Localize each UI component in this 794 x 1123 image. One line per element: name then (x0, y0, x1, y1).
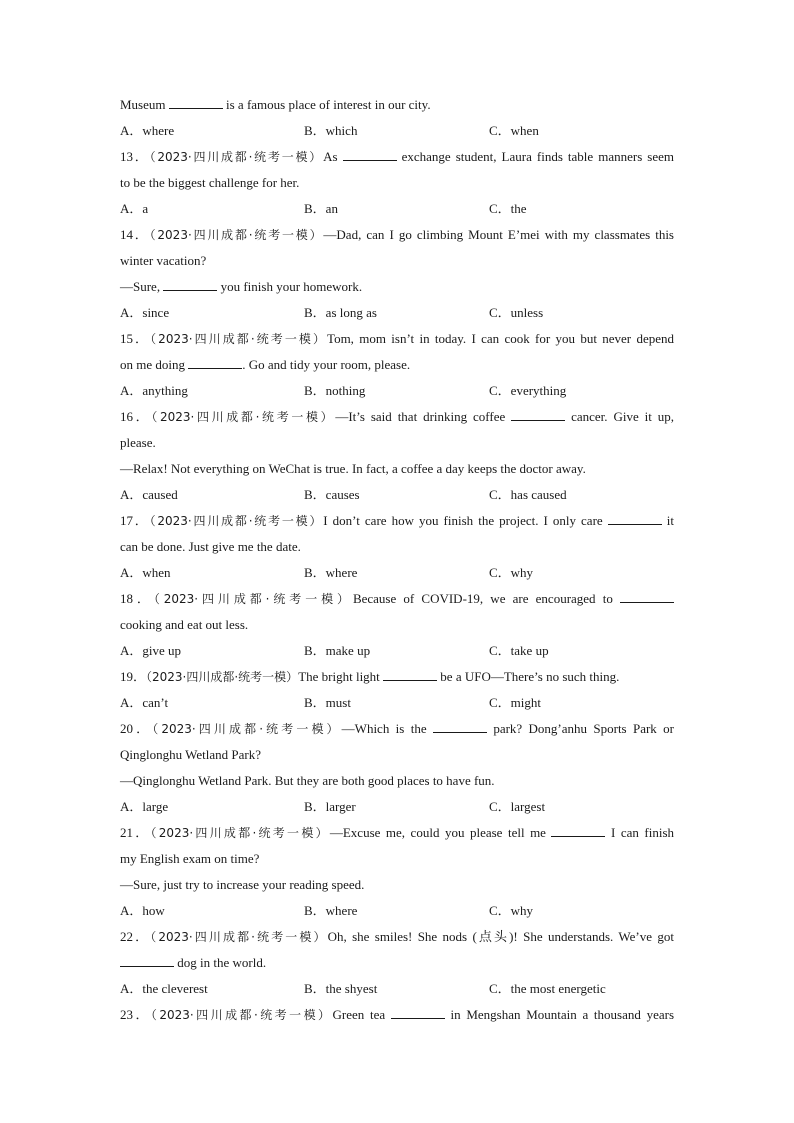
option-c: C．largest (489, 799, 546, 814)
option-c: C．might (489, 695, 542, 710)
question-22-line-1: 22．（2023·四川成都·统考一模）Oh, she smiles! She nods (点头)! She understands. We’ve got (120, 929, 674, 944)
question-list (120, 92, 674, 1028)
option-a: A．when (120, 565, 171, 580)
option-a: A．where (120, 123, 175, 138)
option-c: C．why (489, 903, 534, 918)
question-14-options (120, 300, 674, 326)
answer-blank (620, 590, 674, 603)
option-b: B．larger (304, 799, 356, 814)
option-c: C．has caused (489, 487, 567, 502)
option-b: B．as long as (304, 305, 377, 320)
option-a: A．give up (120, 643, 182, 658)
option-b: B．causes (304, 487, 360, 502)
question-20-options (120, 794, 674, 820)
option-a: A．can’t (120, 695, 169, 710)
question-12-options (120, 118, 674, 144)
question-13-options (120, 196, 674, 222)
question-13-line-1: 13．（2023·四川成都·统考一模）As exchange student, Laura finds table manners seem (120, 149, 674, 164)
question-number: 20． (120, 721, 153, 736)
option-a: A．caused (120, 487, 178, 502)
question-number: 14． (120, 227, 150, 242)
question-source: （2023·四川成都·统考一模） (150, 826, 330, 840)
option-b: B．nothing (304, 383, 366, 398)
option-b: B．where (304, 565, 358, 580)
question-20-line-2: Qinglonghu Wetland Park? (120, 747, 261, 762)
question-source: （2023·四川成都·统考一模） (150, 332, 328, 346)
option-c: C．when (489, 123, 539, 138)
option-a: A．how (120, 903, 165, 918)
question-source: （2023·四川成都·统考一模） (149, 228, 324, 242)
question-23-line-1: 23．（2023·四川成都·统考一模）Green tea in Mengshan Mountain a thousand years (120, 1007, 674, 1022)
question-21-line-2: my English exam on time? (120, 851, 260, 866)
question-number: 15． (120, 331, 151, 346)
question-16-line-2: please. (120, 435, 156, 450)
question-18-line-1: 18．（2023·四川成都·统考一模）Because of COVID-19, we are encouraged to (120, 586, 674, 612)
answer-blank (343, 148, 397, 161)
question-21-options (120, 898, 674, 924)
question-14-line-2: winter vacation? (120, 253, 207, 268)
question-source: （2023·四川成都·统考一模） (149, 150, 324, 164)
question-15-line-2: on me doing . Go and tidy your room, please. (120, 357, 411, 372)
question-source: （2023·四川成都·统考一模） (150, 930, 328, 944)
question-21-line-1: 21．（2023·四川成都·统考一模）—Excuse me, could you please tell me I can finish (120, 825, 675, 840)
answer-blank (188, 356, 242, 369)
option-b: B．must (304, 695, 351, 710)
question-source: （2023·四川成都·统考一模） (152, 722, 342, 736)
question-source: （2023·四川成都·统考一模） (150, 1008, 333, 1022)
answer-blank (433, 720, 487, 733)
answer-blank (163, 278, 217, 291)
option-c: C．everything (489, 383, 567, 398)
question-17-line-1: 17．（2023·四川成都·统考一模）I don’t care how you finish the project. I only care it (120, 513, 675, 528)
question-20-line-3: —Qinglonghu Wetland Park. But they are both good places to have fun. (120, 773, 495, 788)
question-16-options (120, 482, 674, 508)
answer-blank (551, 824, 605, 837)
answer-blank (391, 1006, 445, 1019)
option-b: B．make up (304, 643, 371, 658)
question-number: 19． (120, 669, 147, 684)
question-17-options (120, 560, 674, 586)
option-c: C．the most energetic (489, 981, 606, 996)
question-number: 21． (120, 825, 151, 840)
question-16-line-1: 16．（2023·四川成都·统考一模）—It’s said that drinking coffee cancer. Give it up, (120, 409, 674, 424)
option-a: A．the cleverest (120, 981, 208, 996)
question-18-options (120, 638, 674, 664)
question-16-line-3: —Relax! Not everything on WeChat is true. In fact, a coffee a day keeps the doctor away. (120, 461, 586, 476)
option-a: A．since (120, 305, 170, 320)
question-19-line-1: 19．（2023·四川成都·统考一模）The bright light be a UFO—There’s no such thing. (120, 669, 620, 684)
question-20-line-1: 20．（2023·四川成都·统考一模）—Which is the park? Dong’anhu Sports Park or (120, 721, 674, 736)
option-b: B．the shyest (304, 981, 378, 996)
question-15-options (120, 378, 674, 404)
question-15-line-1: 15．（2023·四川成都·统考一模）Tom, mom isn’t in today. I can cook for you but never depend (120, 331, 674, 346)
option-a: A．anything (120, 383, 188, 398)
option-c: C．take up (489, 643, 549, 658)
answer-blank (511, 408, 565, 421)
question-number: 18． (120, 591, 154, 606)
question-14-line-3: —Sure, you finish your homework. (120, 279, 363, 294)
question-18-line-2: cooking and eat out less. (120, 617, 249, 632)
answer-blank (608, 512, 662, 525)
option-b: B．where (304, 903, 358, 918)
question-17-line-2: can be done. Just give me the date. (120, 539, 301, 554)
question-source: （2023·四川成都·统考一模） (149, 514, 324, 528)
question-number: 23． (120, 1007, 151, 1022)
question-19-options (120, 690, 674, 716)
option-b: B．which (304, 123, 358, 138)
question-12-line: Museum is a famous place of interest in our city. (120, 97, 431, 112)
question-number: 17． (120, 513, 150, 528)
option-a: A．a (120, 201, 149, 216)
option-c: C．why (489, 565, 534, 580)
question-source: （2023·四川成都·统考一模） (153, 592, 353, 606)
question-number: 16． (120, 409, 152, 424)
answer-blank (383, 668, 437, 681)
question-14-line-1: 14．（2023·四川成都·统考一模）—Dad, can I go climbing Mount E’mei with my classmates this (120, 227, 674, 242)
question-source: （2023·四川成都·统考一模） (151, 410, 336, 424)
question-21-line-3: —Sure, just try to increase your reading speed. (120, 877, 365, 892)
answer-blank (120, 954, 174, 967)
option-a: A．large (120, 799, 169, 814)
answer-blank (169, 96, 223, 109)
question-number: 22． (120, 929, 151, 944)
option-b: B．an (304, 201, 338, 216)
question-22-options (120, 976, 674, 1002)
option-c: C．the (489, 201, 527, 216)
option-c: C．unless (489, 305, 544, 320)
question-source: （2023·四川成都·统考一模） (146, 670, 299, 684)
question-number: 13． (120, 149, 150, 164)
question-13-line-2: to be the biggest challenge for her. (120, 175, 300, 190)
question-22-line-2: dog in the world. (120, 950, 674, 976)
